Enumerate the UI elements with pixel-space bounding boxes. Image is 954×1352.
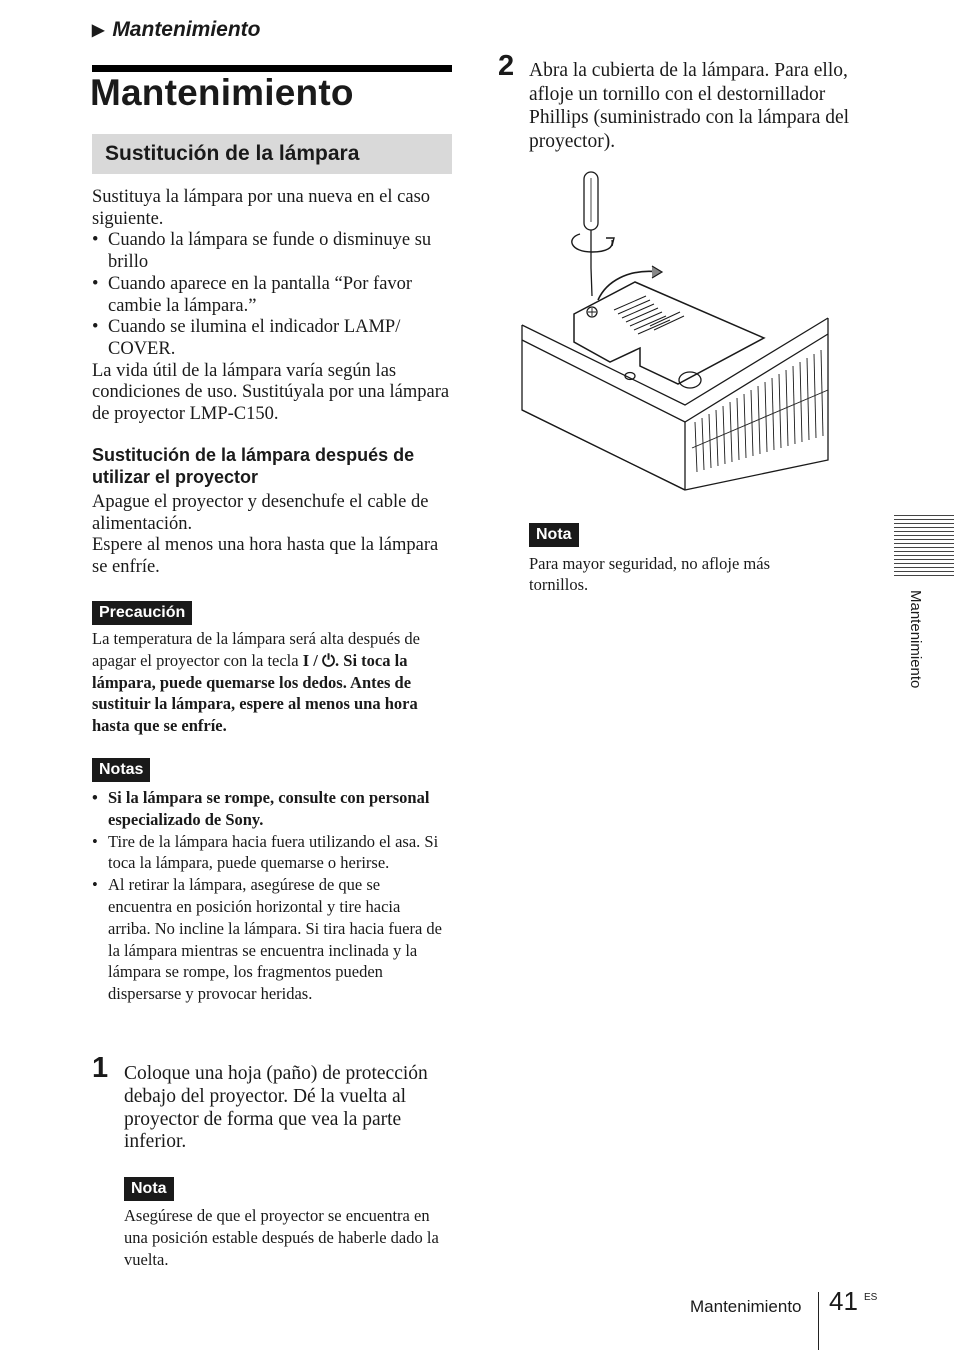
step-2-note-label: Nota xyxy=(529,523,579,547)
notes-label: Notas xyxy=(92,758,150,782)
page-title: Mantenimiento xyxy=(90,72,354,113)
step-1-number: 1 xyxy=(92,1052,109,1084)
intro-section xyxy=(92,187,452,426)
caution-label-wrap xyxy=(92,601,192,625)
caution-text-bold: . Si toca la lámpara, puede quemarse los dedos. Antes de sustituir la lámpara, espere al menos una hora hasta que se enfríe. xyxy=(92,650,418,736)
list-item: • Si la lámpara se rompe, consulte con personal especializado de Sony. xyxy=(92,787,442,831)
section-link[interactable] xyxy=(92,18,260,42)
section-link-label: Mantenimiento xyxy=(112,18,261,41)
thumb-index-lines xyxy=(894,515,954,585)
lamp-cover-illustration xyxy=(510,160,840,495)
triangle-right-icon: ▶ xyxy=(92,22,105,39)
lifespan-text: La vida útil de la lámpara varía según las condiciones de uso. Sustitúyala por una lámpara de proyector LMP-C150. xyxy=(92,360,450,425)
after-use-section xyxy=(92,492,452,579)
caution-label: Precaución xyxy=(92,601,192,625)
title-rule xyxy=(92,65,452,72)
step-1-note-label-wrap xyxy=(124,1177,174,1201)
subheading-box xyxy=(92,134,452,174)
power-key-symbol: I / ⏻ xyxy=(302,650,336,670)
step-2-note-label-wrap xyxy=(529,523,579,547)
list-item: • Tire de la lámpara hacia fuera utilizando el asa. Si toca la lámpara, puede quemarse o herirse. xyxy=(92,831,442,875)
step-2-text: Abra la cubierta de la lámpara. Para ello, afloje un tornillo con el destornillador Phillips (suministrado con la lámpara del proyector). xyxy=(529,60,850,152)
caution-text xyxy=(92,628,454,737)
step-2-note-text: Para mayor seguridad, no afloje más tornillos. xyxy=(529,554,771,594)
list-item: • Cuando la lámpara se funde o disminuye su brillo xyxy=(92,230,452,273)
list-item: • Cuando aparece en la pantalla “Por favor cambie la lámpara.” xyxy=(92,274,452,317)
notes-list xyxy=(92,787,442,1005)
footer-section-name: Mantenimiento xyxy=(690,1297,802,1316)
after-use-p2: Espere al menos una hora hasta que la lámpara se enfríe. xyxy=(92,535,439,578)
page-number: 41 xyxy=(829,1286,858,1316)
after-use-p1: Apague el proyector y desenchufe el cable de alimentación. xyxy=(92,492,429,534)
caution-text-normal: La temperatura de la lámpara será alta después de apagar el proyector con la tecla xyxy=(92,629,420,670)
step-1-note-label: Nota xyxy=(124,1177,174,1201)
footer-divider xyxy=(818,1292,819,1350)
subheading: Sustitución de la lámpara xyxy=(105,142,360,165)
intro-lead: Sustituya la lámpara por una nueva en el caso siguiente. xyxy=(92,187,431,229)
step-2-number: 2 xyxy=(498,50,515,82)
page-language: ES xyxy=(864,1292,878,1303)
step-1-text: Coloque una hoja (paño) de protección debajo del proyector. Dé la vuelta al proyector de forma que vea la parte inferior. xyxy=(124,1063,428,1153)
list-item: • Al retirar la lámpara, asegúrese de que se encuentra en posición horizontal y tire hacia arriba. No incline la lámpara. Si tira hacia fuera de la lámpara mientras se encuentra inclinada y la lámpara se rompe, los fragmentos pueden dispersarse y provocar heridas. xyxy=(92,874,442,1005)
after-use-heading: Sustitución de la lámpara después de utilizar el proyector xyxy=(92,445,415,487)
intro-bullets xyxy=(92,230,452,360)
side-tab-label: Mantenimiento xyxy=(907,590,924,689)
list-item: • Cuando se ilumina el indicador LAMP/ COVER. xyxy=(92,317,452,360)
step-1-note-text: Asegúrese de que el proyector se encuentra en una posición estable después de haberle dado la vuelta. xyxy=(124,1206,439,1269)
notes-label-wrap xyxy=(92,758,150,782)
